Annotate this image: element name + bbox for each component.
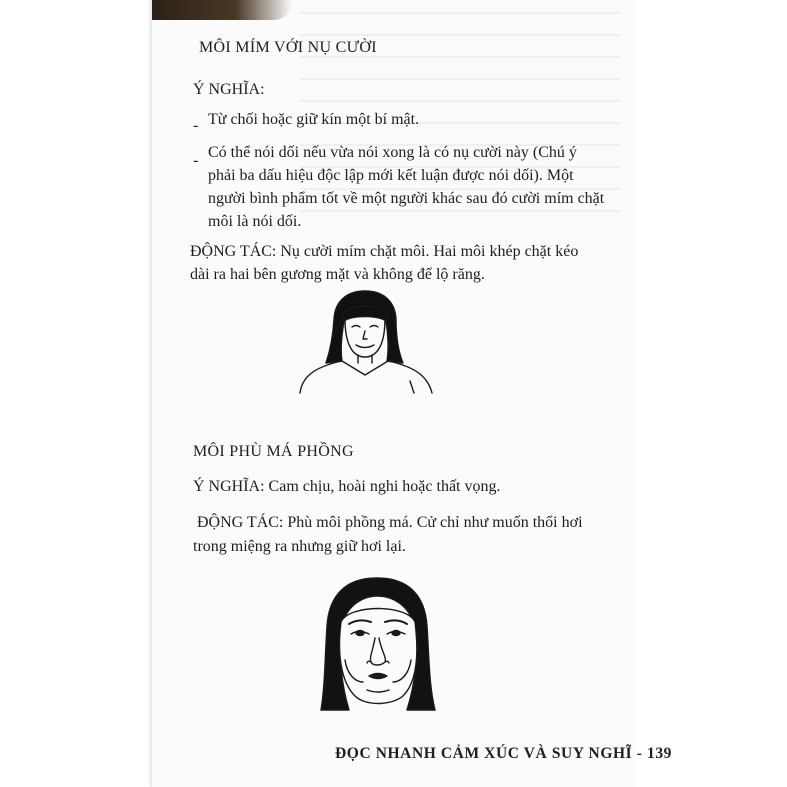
- bullet-2-line-3: người bình phẩm tốt về một người khác sau đó cười mím chặt: [208, 190, 605, 207]
- bullet-1-line-1: Từ chối hoặc giữ kín một bí mật.: [208, 111, 420, 128]
- bullet-marker: -: [193, 152, 199, 169]
- section1-meaning-label: Ý NGHĨA:: [193, 81, 265, 98]
- section1-action-line-2: dài ra hai bên gương mặt và không để lộ răng.: [190, 266, 485, 283]
- section1-heading: MÔI MÍM VỚI NỤ CƯỜI: [199, 39, 377, 56]
- bullet-2-line-1: Có thể nói dối nếu vừa nói xong là có nụ cười này (Chú ý: [208, 144, 577, 161]
- puffed-cheeks-woman-illustration: [315, 574, 440, 714]
- book-binding-shadow: [152, 0, 292, 20]
- bullet-marker: -: [193, 117, 199, 134]
- section2-action-line-2: trong miệng ra nhưng giữ hơi lại.: [193, 538, 406, 555]
- smiling-woman-illustration: [290, 285, 440, 397]
- section2-meaning-line: Ý NGHĨA: Cam chịu, hoài nghi hoặc thất vọng.: [193, 478, 501, 495]
- bullet-2-line-4: môi là nói dối.: [208, 213, 302, 230]
- section1-action-line-1: ĐỘNG TÁC: Nụ cười mím chặt môi. Hai môi khép chặt kéo: [190, 243, 579, 260]
- running-footer: ĐỌC NHANH CẢM XÚC VÀ SUY NGHĨ - 139: [335, 745, 673, 762]
- bullet-2-line-2: phải ba dấu hiệu độc lập mới kết luận được nói dối). Một: [208, 167, 574, 184]
- section2-heading: MÔI PHÙ MÁ PHỒNG: [193, 443, 354, 460]
- section2-action-line-1: ĐỘNG TÁC: Phù môi phồng má. Cử chỉ như muốn thổi hơi: [197, 514, 583, 531]
